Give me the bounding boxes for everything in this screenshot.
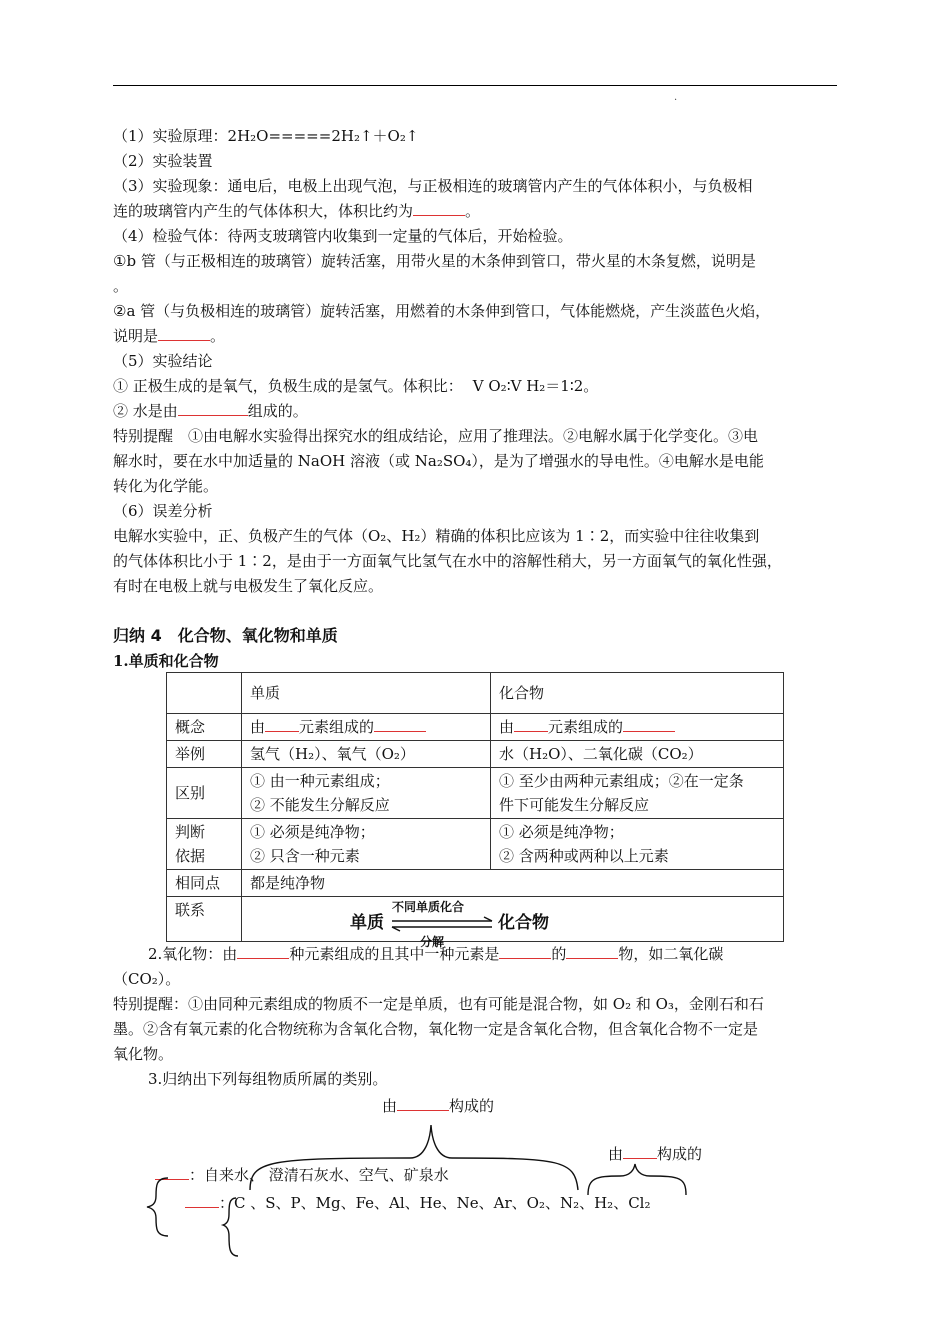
table-header-cell: 化合物 [491, 673, 784, 714]
oxide-blank[interactable] [566, 944, 618, 959]
tip2-line-1: 特别提醒：①由同种元素组成的物质不一定是单质，也有可能是混合物，如 O₂ 和 O₃，金刚石和石 [113, 995, 764, 1013]
table-cell: ① 至少由两种元素组成；②在一定条 件下可能发生分解反应 [491, 768, 784, 819]
row-label: 概念 [167, 714, 242, 741]
conclusion-title: （5）实验结论 [113, 352, 213, 370]
relation-left-label: 单质 [350, 913, 384, 933]
relation-cell [242, 897, 784, 949]
table-cell: 氢气（H₂）、氧气（O₂） [242, 741, 491, 768]
section-heading: 归纳 4 化合物、氧化物和单质 [113, 626, 338, 645]
table-row [167, 768, 784, 819]
reversible-arrow-icon [388, 915, 498, 935]
table-header-row [167, 673, 784, 714]
row-label: 举例 [167, 741, 242, 768]
phenomenon-line-2: 连的玻璃管内产生的气体体积大，体积比约为 。 [113, 202, 481, 220]
made-of-blank[interactable] [623, 1144, 657, 1159]
table-cell: 由 元素组成的 [491, 714, 784, 741]
error-title: （6）误差分析 [113, 502, 213, 520]
table-cell: ① 必须是纯净物； ② 含两种或两种以上元素 [491, 819, 784, 870]
phenomenon-blank[interactable] [413, 201, 465, 216]
group-1: ：自来水、 澄清石灰水、空气、矿泉水 [155, 1164, 449, 1186]
header-rule [113, 85, 837, 86]
oxide-line-1: 2.氧化物：由 种元素组成的且其中一种元素是 的 物，如二氧化碳 [148, 945, 724, 963]
a-tube-blank[interactable] [158, 326, 210, 341]
table-blank[interactable] [374, 717, 426, 732]
subheading-3: 3.归纳出下列每组物质所属的类别。 [148, 1070, 388, 1088]
conclusion-blank[interactable] [178, 401, 248, 416]
table-header-cell [167, 673, 242, 714]
made-of-label-2: 由 构成的 [608, 1145, 703, 1163]
tip2-line-3: 氧化物。 [113, 1045, 174, 1063]
principle-equation: 2H₂O=====2H₂↑＋O₂↑ [227, 127, 419, 145]
table-header-cell: 单质 [242, 673, 491, 714]
table-cell: ① 必须是纯净物； ② 只含一种元素 [242, 819, 491, 870]
table-row [167, 714, 784, 741]
row-label: 相同点 [167, 870, 242, 897]
volume-ratio: V O₂∶V H₂＝1∶2。 [472, 377, 599, 395]
row-label: 判断 依据 [167, 819, 242, 870]
group-blank[interactable] [185, 1193, 219, 1208]
apparatus-line: （2）实验装置 [113, 152, 213, 170]
group-blank[interactable] [155, 1165, 189, 1180]
table-blank[interactable] [623, 717, 675, 732]
principle-line: （1）实验原理：2H₂O=====2H₂↑＋O₂↑ [113, 127, 419, 145]
table-row [167, 870, 784, 897]
tip-line-1: 特别提醒 ①由电解水实验得出探究水的组成结论，应用了推理法。②电解水属于化学变化。③电 [113, 427, 759, 445]
table-row [167, 741, 784, 768]
table-cell: 由 元素组成的 [242, 714, 491, 741]
tip-line-3: 转化为化学能。 [113, 477, 219, 495]
table-blank[interactable] [265, 717, 299, 732]
a-tube-line-2: 说明是 。 [113, 327, 226, 345]
test-gas-line: （4）检验气体：待两支玻璃管内收集到一定量的气体后，开始检验。 [113, 227, 573, 245]
oxide-blank[interactable] [237, 944, 289, 959]
relation-right-label: 化合物 [498, 913, 549, 933]
b-tube-line-2: 。 [113, 277, 129, 295]
stray-mark: . [674, 92, 678, 103]
subheading-1: 1.单质和化合物 [113, 652, 219, 670]
table-cell: 水（H₂O）、二氧化碳（CO₂） [491, 741, 784, 768]
a-tube-line-1: ②a 管（与负极相连的玻璃管）旋转活塞，用燃着的木条伸到管口，气体能燃烧，产生淡蓝色火焰， [113, 302, 771, 320]
oxide-blank[interactable] [499, 944, 551, 959]
made-of-blank[interactable] [397, 1096, 449, 1111]
conclusion-1: ① 正极生成的是氧气，负极生成的是氢气。体积比： V O₂∶V H₂＝1∶2。 [113, 377, 599, 395]
error-line-3: 有时在电极上就与电极发生了氧化反应。 [113, 577, 384, 595]
b-tube-line-1: ①b 管（与正极相连的玻璃管）旋转活塞，用带火星的木条伸到管口，带火星的木条复燃，说明是 [113, 252, 756, 270]
relation-top-label: 不同单质化合 [392, 900, 465, 914]
table-blank[interactable] [514, 717, 548, 732]
table-row [167, 897, 784, 942]
relation-bottom-label: 分解 [420, 935, 445, 949]
table-row [167, 819, 784, 870]
group-2: ：C 、S、P、Mg、Fe、Al、He、Ne、Ar、O₂、N₂、H₂、Cl₂ [185, 1192, 650, 1214]
tip2-line-2: 墨。②含有氧元素的化合物统称为含氧化合物，氧化物一定是含氧化合物，但含氧化合物不一定是 [113, 1020, 759, 1038]
conclusion-2: ② 水是由 组成的。 [113, 402, 308, 420]
row-label: 联系 [167, 897, 242, 942]
table-cell: 都是纯净物 [242, 870, 784, 897]
element-compound-table [166, 672, 784, 949]
table-cell: ① 由一种元素组成； ② 不能发生分解反应 [242, 768, 491, 819]
oxide-line-2: （CO₂）。 [113, 970, 181, 988]
made-of-label-1: 由 构成的 [382, 1097, 495, 1115]
row-label: 区别 [167, 768, 242, 819]
phenomenon-line-1: （3）实验现象：通电后，电极上出现气泡，与正极相连的玻璃管内产生的气体体积小，与负极相 [113, 177, 753, 195]
tip-line-2: 解水时，要在水中加适量的 NaOH 溶液（或 Na₂SO₄），是为了增强水的导电性。④电解水是电能 [113, 452, 764, 470]
error-line-1: 电解水实验中，正、负极产生的气体（O₂、H₂）精确的体积比应该为 1∶2，而实验中往往收集到 [113, 527, 760, 545]
error-line-2: 的气体体积比小于 1∶2，是由于一方面氧气比氢气在水中的溶解性稍大，另一方面氧气的氧化性强， [113, 552, 782, 570]
